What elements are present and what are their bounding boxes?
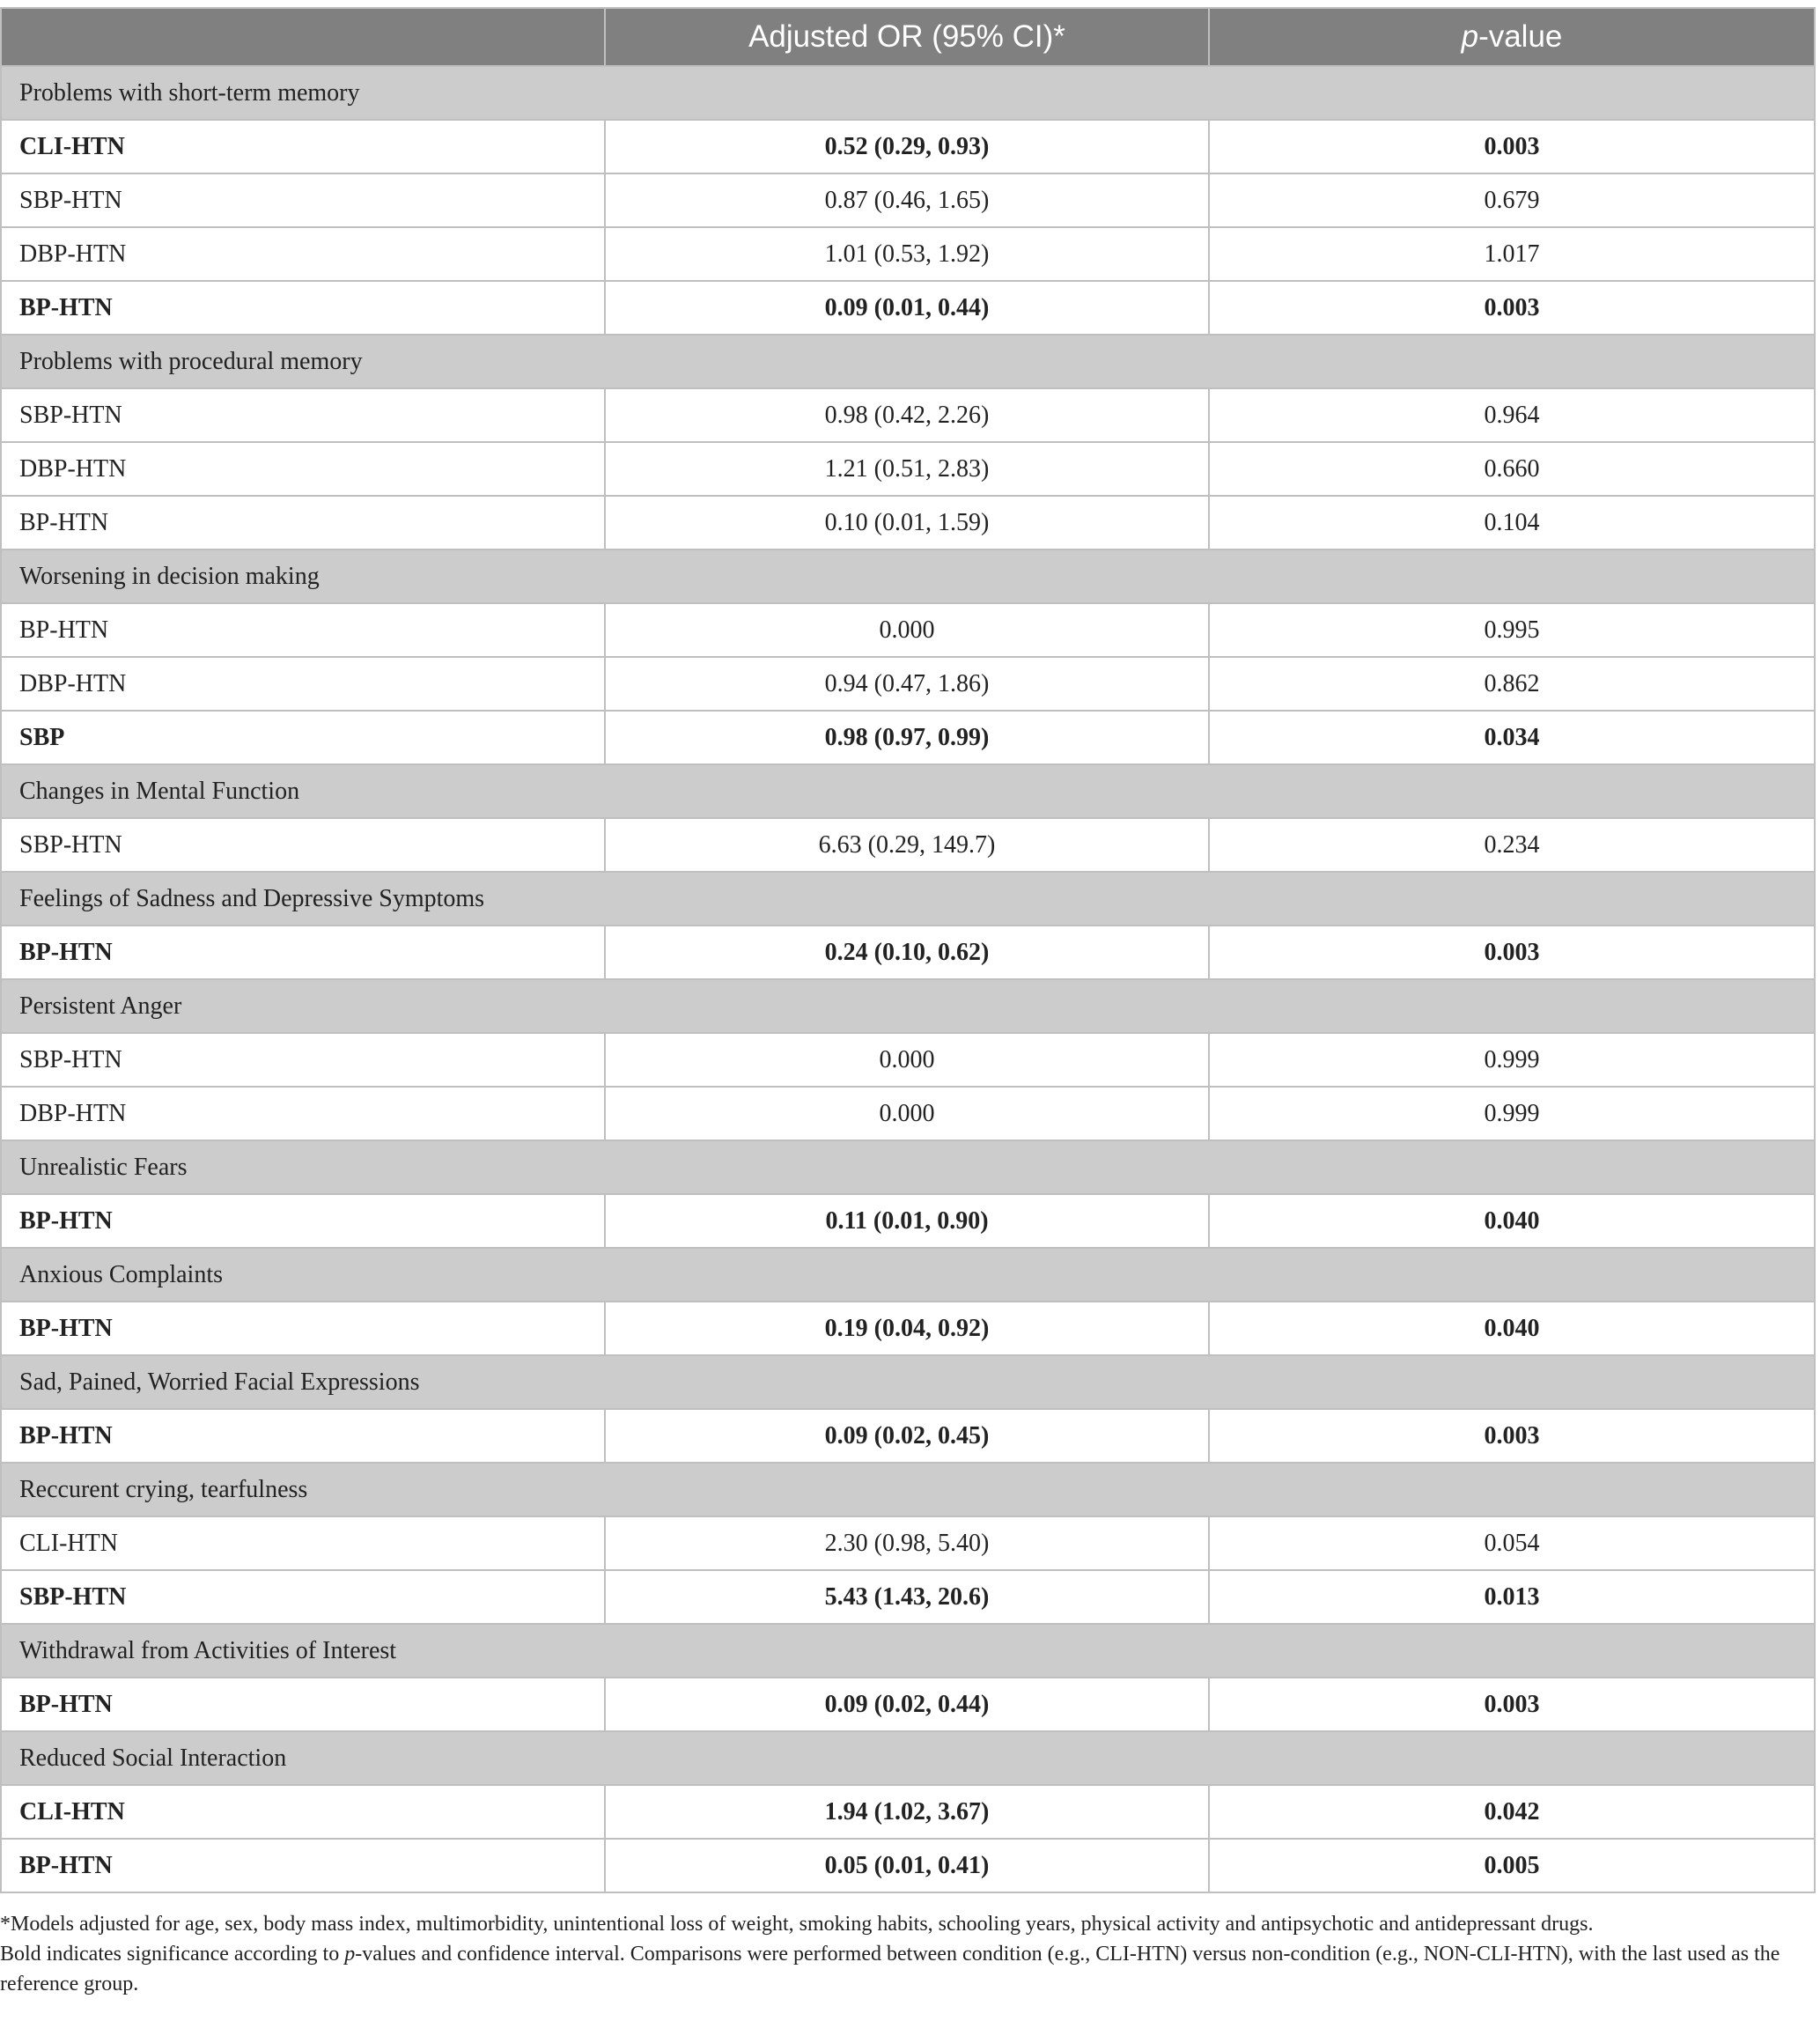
header-p-value — [1209, 8, 1815, 66]
section-title: Anxious Complaints — [1, 1248, 1815, 1302]
row-adjusted-or: 0.24 (0.10, 0.62) — [605, 926, 1209, 979]
section-title: Feelings of Sadness and Depressive Symptoms — [1, 872, 1815, 926]
row-label: CLI-HTN — [1, 1516, 605, 1570]
row-label: BP-HTN — [1, 1409, 605, 1463]
row-label: SBP-HTN — [1, 388, 605, 442]
row-p-value: 0.995 — [1209, 603, 1815, 657]
table-row — [1, 926, 1815, 979]
section-header-row — [1, 1731, 1815, 1785]
row-p-value: 0.003 — [1209, 1409, 1815, 1463]
row-adjusted-or: 1.01 (0.53, 1.92) — [605, 227, 1209, 281]
table-row — [1, 603, 1815, 657]
table-body — [1, 66, 1815, 1892]
section-title: Unrealistic Fears — [1, 1140, 1815, 1194]
row-label: SBP-HTN — [1, 1570, 605, 1624]
row-p-value: 0.054 — [1209, 1516, 1815, 1570]
row-p-value: 0.003 — [1209, 281, 1815, 335]
table-row — [1, 711, 1815, 764]
table-row — [1, 1570, 1815, 1624]
row-p-value: 0.999 — [1209, 1033, 1815, 1087]
row-label: SBP-HTN — [1, 1033, 605, 1087]
row-p-value: 0.660 — [1209, 442, 1815, 496]
header-p-rest: -value — [1478, 19, 1563, 54]
footnote-line-1: *Models adjusted for age, sex, body mass index, multimorbidity, unintentional loss of weight, smoking habits, schooling years, physical activity and antipsychotic and antidepressant drugs. — [0, 1913, 1594, 1936]
row-adjusted-or: 0.11 (0.01, 0.90) — [605, 1194, 1209, 1248]
row-label: SBP — [1, 711, 605, 764]
row-adjusted-or: 0.05 (0.01, 0.41) — [605, 1839, 1209, 1892]
table-row — [1, 1839, 1815, 1892]
row-label: DBP-HTN — [1, 657, 605, 711]
row-adjusted-or: 2.30 (0.98, 5.40) — [605, 1516, 1209, 1570]
row-label: DBP-HTN — [1, 442, 605, 496]
row-p-value: 0.679 — [1209, 173, 1815, 227]
row-p-value: 0.964 — [1209, 388, 1815, 442]
section-header-row — [1, 1248, 1815, 1302]
section-title: Sad, Pained, Worried Facial Expressions — [1, 1355, 1815, 1409]
row-adjusted-or: 0.000 — [605, 1087, 1209, 1140]
footnote-line-2-post: -values and confidence interval. Comparisons were performed between condition (e.g., CLI-HTN) versus non-condition (e.g., NON-CLI-HTN), with the last used as the reference group. — [0, 1943, 1780, 1995]
row-adjusted-or: 0.98 (0.97, 0.99) — [605, 711, 1209, 764]
row-adjusted-or: 1.94 (1.02, 3.67) — [605, 1785, 1209, 1839]
row-label: CLI-HTN — [1, 120, 605, 173]
table-row — [1, 1516, 1815, 1570]
row-label: DBP-HTN — [1, 1087, 605, 1140]
row-label: SBP-HTN — [1, 818, 605, 872]
header-label-column — [1, 8, 605, 66]
section-title: Changes in Mental Function — [1, 764, 1815, 818]
footnote-line-2-italic: p — [344, 1943, 356, 1966]
row-adjusted-or: 1.21 (0.51, 2.83) — [605, 442, 1209, 496]
row-p-value: 0.003 — [1209, 1678, 1815, 1731]
row-adjusted-or: 0.94 (0.47, 1.86) — [605, 657, 1209, 711]
row-p-value: 0.003 — [1209, 926, 1815, 979]
section-title: Persistent Anger — [1, 979, 1815, 1033]
section-title: Reccurent crying, tearfulness — [1, 1463, 1815, 1516]
row-adjusted-or: 0.09 (0.02, 0.44) — [605, 1678, 1209, 1731]
section-title: Withdrawal from Activities of Interest — [1, 1624, 1815, 1678]
table-row — [1, 281, 1815, 335]
section-header-row — [1, 335, 1815, 388]
row-adjusted-or: 0.000 — [605, 1033, 1209, 1087]
table-row — [1, 818, 1815, 872]
row-label: BP-HTN — [1, 1302, 605, 1355]
row-adjusted-or: 0.19 (0.04, 0.92) — [605, 1302, 1209, 1355]
row-p-value: 0.040 — [1209, 1302, 1815, 1355]
row-adjusted-or: 6.63 (0.29, 149.7) — [605, 818, 1209, 872]
row-label: BP-HTN — [1, 281, 605, 335]
row-p-value: 0.003 — [1209, 120, 1815, 173]
header-adjusted-or: Adjusted OR (95% CI)* — [605, 8, 1209, 66]
table-row — [1, 1033, 1815, 1087]
table-row — [1, 388, 1815, 442]
table-row — [1, 120, 1815, 173]
section-title: Worsening in decision making — [1, 550, 1815, 603]
results-table — [0, 7, 1816, 1893]
table-row — [1, 1302, 1815, 1355]
row-adjusted-or: 0.87 (0.46, 1.65) — [605, 173, 1209, 227]
row-adjusted-or: 0.000 — [605, 603, 1209, 657]
row-label: DBP-HTN — [1, 227, 605, 281]
table-footnote — [0, 1909, 1814, 1999]
section-header-row — [1, 979, 1815, 1033]
row-p-value: 0.999 — [1209, 1087, 1815, 1140]
table-row — [1, 657, 1815, 711]
footnote-line-2 — [0, 1939, 1814, 1999]
row-p-value: 0.042 — [1209, 1785, 1815, 1839]
row-p-value: 0.234 — [1209, 818, 1815, 872]
table-row — [1, 1194, 1815, 1248]
section-header-row — [1, 1463, 1815, 1516]
section-title: Problems with short-term memory — [1, 66, 1815, 120]
row-label: BP-HTN — [1, 1839, 605, 1892]
row-label: BP-HTN — [1, 1194, 605, 1248]
section-header-row — [1, 66, 1815, 120]
section-header-row — [1, 764, 1815, 818]
table-header — [1, 8, 1815, 66]
row-label: BP-HTN — [1, 1678, 605, 1731]
section-header-row — [1, 550, 1815, 603]
row-p-value: 1.017 — [1209, 227, 1815, 281]
table-row — [1, 496, 1815, 550]
table-row — [1, 442, 1815, 496]
table-row — [1, 173, 1815, 227]
section-title: Problems with procedural memory — [1, 335, 1815, 388]
section-title: Reduced Social Interaction — [1, 1731, 1815, 1785]
row-label: CLI-HTN — [1, 1785, 605, 1839]
table-row — [1, 1785, 1815, 1839]
row-label: BP-HTN — [1, 926, 605, 979]
row-label: BP-HTN — [1, 496, 605, 550]
row-p-value: 0.034 — [1209, 711, 1815, 764]
row-adjusted-or: 0.98 (0.42, 2.26) — [605, 388, 1209, 442]
row-adjusted-or: 0.10 (0.01, 1.59) — [605, 496, 1209, 550]
table-row — [1, 1087, 1815, 1140]
section-header-row — [1, 1355, 1815, 1409]
section-header-row — [1, 1624, 1815, 1678]
row-p-value: 0.040 — [1209, 1194, 1815, 1248]
row-label: SBP-HTN — [1, 173, 605, 227]
row-p-value: 0.005 — [1209, 1839, 1815, 1892]
row-p-value: 0.104 — [1209, 496, 1815, 550]
row-label: BP-HTN — [1, 603, 605, 657]
table-row — [1, 1678, 1815, 1731]
row-adjusted-or: 0.09 (0.02, 0.45) — [605, 1409, 1209, 1463]
row-p-value: 0.013 — [1209, 1570, 1815, 1624]
row-adjusted-or: 5.43 (1.43, 20.6) — [605, 1570, 1209, 1624]
table-row — [1, 227, 1815, 281]
footnote-line-2-pre: Bold indicates significance according to — [0, 1943, 345, 1966]
header-p-italic: p — [1461, 19, 1479, 54]
row-p-value: 0.862 — [1209, 657, 1815, 711]
section-header-row — [1, 872, 1815, 926]
section-header-row — [1, 1140, 1815, 1194]
row-adjusted-or: 0.52 (0.29, 0.93) — [605, 120, 1209, 173]
table-row — [1, 1409, 1815, 1463]
row-adjusted-or: 0.09 (0.01, 0.44) — [605, 281, 1209, 335]
